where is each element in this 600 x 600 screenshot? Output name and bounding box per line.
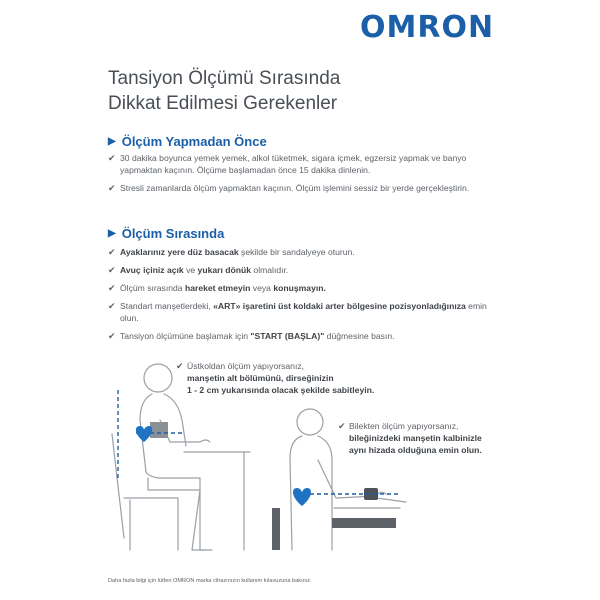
table-block — [332, 518, 396, 528]
upper-arm-cuff — [150, 422, 168, 438]
section-heading-during-text: Ölçüm Sırasında — [121, 226, 225, 241]
title-line-2: Dikkat Edilmesi Gerekenler — [108, 93, 338, 114]
wrist-note: ✔ Bilekten ölçüm yapıyorsanız, bileğinizdeki manşetin kalbinizle aynı hizada olduğuna emin olun. — [338, 421, 482, 455]
heart-icon-right — [293, 488, 311, 506]
during-list — [108, 246, 488, 348]
check-icon: ✔ — [108, 247, 116, 257]
section-heading-during — [108, 226, 224, 241]
check-icon: ✔ — [176, 361, 184, 371]
footer-note: Daha fazla bilgi için lütfen OMRON marka cihazınızın kullanım kılavuzuna bakınız. — [108, 578, 312, 584]
posture-illustration — [100, 350, 520, 570]
list-item-text: Standart manşetlerdeki, «ART» işaretini üst koldaki arter bölgesine pozisyonladığınıza emin olun. — [120, 301, 487, 323]
list-item-text: Avuç içiniz açık ve yukarı dönük olmalıdır. — [120, 265, 289, 275]
chevron-right-icon: ▶ — [108, 136, 116, 147]
page-title — [108, 66, 528, 116]
list-item — [108, 330, 488, 342]
check-icon: ✔ — [108, 283, 116, 293]
list-item — [108, 282, 488, 294]
list-item — [108, 246, 488, 258]
list-item-text: Stresli zamanlarda ölçüm yapmaktan kaçının. Ölçüm işlemini sessiz bir yerde gerçekleştirin. — [120, 183, 470, 193]
title-line-1: Tansiyon Ölçümü Sırasında — [108, 68, 341, 89]
list-item-text: 30 dakika boyunca yemek yemek, alkol tüketmek, sigara içmek, egzersiz yapmak ve banyo yapmaktan kaçının. Ölçüme başlamadan önce 15 dakika dinlenin. — [120, 153, 467, 175]
list-item — [108, 152, 488, 176]
omron-logo: OMRON — [360, 10, 495, 45]
stand-block — [272, 508, 280, 550]
list-item — [108, 182, 488, 194]
check-icon: ✔ — [108, 301, 116, 311]
list-item-text: Ayaklarınız yere düz basacak şekilde bir sandalyeye oturun. — [120, 247, 355, 257]
upper-arm-note: ✔ Üstkoldan ölçüm yapıyorsanız, manşetin alt bölümünü, dirseğinizin 1 - 2 cm yukarısında olacak şekilde sabitleyin. — [176, 361, 375, 395]
list-item — [108, 264, 488, 276]
list-item-text: Ölçüm sırasında hareket etmeyin veya konuşmayın. — [120, 283, 326, 293]
list-item — [108, 300, 488, 324]
heart-icon-left — [136, 426, 152, 442]
chevron-right-icon: ▶ — [108, 228, 116, 239]
check-icon: ✔ — [338, 421, 346, 431]
before-list — [108, 152, 488, 200]
list-item-text: Tansiyon ölçümüne başlamak için "START (BAŞLA)" düğmesine basın. — [120, 331, 395, 341]
check-icon: ✔ — [108, 183, 116, 193]
check-icon: ✔ — [108, 153, 116, 163]
section-heading-before — [108, 134, 267, 149]
check-icon: ✔ — [108, 265, 116, 275]
check-icon: ✔ — [108, 331, 116, 341]
section-heading-before-text: Ölçüm Yapmadan Önce — [121, 134, 267, 149]
